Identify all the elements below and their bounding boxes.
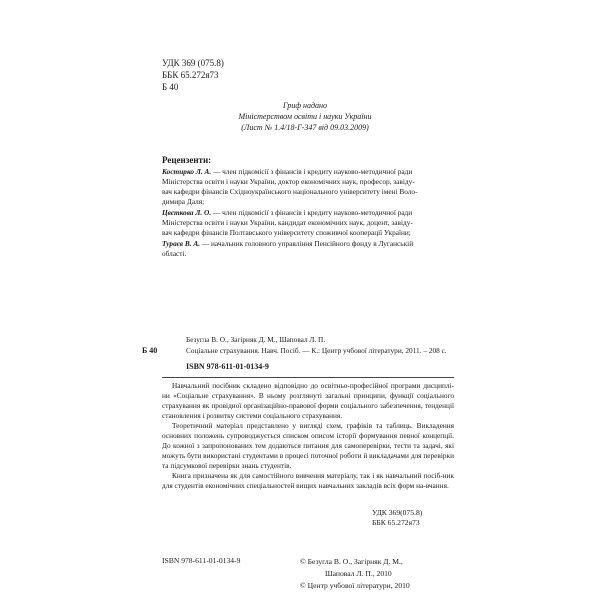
copyright-authors-cont: Шаповал Л. П., 2010 (325, 569, 392, 578)
reviewer-line: вач кафедри фінансів Полтавського університету споживчої кооперації України; (162, 228, 411, 237)
reviewer-line: — член підкомісії з фінансів і кредиту науково-методичної ради (211, 208, 413, 217)
reviewer-line: області. (162, 249, 187, 258)
reviewer-name: Цвєткова Л. О. (162, 208, 212, 217)
reviewer-line: — начальник головного управління Пенсійного фонду в Луганській (200, 239, 414, 248)
annotation-paragraph: Книга призначена як для самостійного вивчення матеріалу, так і як навчальний посіб-ник для студентів економічних спеціальностей вищих навчальних закладів всіх форм на-вчання. (162, 471, 454, 490)
grif-ministry: Міністерством освіти і науки України (238, 112, 372, 121)
reviewer-line: — член підкомісії з фінансів і кредиту науково-методичної ради (211, 167, 413, 176)
reviewer-name: Костирко Л. А. (162, 167, 212, 176)
annotation-paragraph: Навчальний посібник складено відповідно до освітньо-професійної програми дисциплі-ни «Соціальне страхування». В ньому розглянуті загальні принципи, функції соціального страхування як провідної організаційно-правової форми соціального забезпечення, тенденції становлення і розвитку системи соціального страхування. (162, 381, 454, 420)
annotation-paragraph: Теоретичний матеріал представлено у вигляді схем, графіків та таблиць. Викладення основних положень супроводжується списком описом історії формування певної концепції. До кожної з запропонованих тем додаються питання для самоперевірки, тести та задачі, які можуть бути використані студентами в процесі поточної роботи й викладачами для перевірки та підсумкової перевірки знань студентів. (162, 421, 454, 470)
catalog-authors: Безугла В. О., Загірняк Д. М., Шаповал Л. П. (186, 335, 326, 344)
copyright-publisher: © Центр учбової літератури, 2010 (300, 581, 410, 590)
footer-isbn: ISBN 978-611-01-0134-9 (162, 556, 241, 565)
grif-letter: (Лист № 1.4/18-Г-347 від 09.03.2009) (241, 123, 369, 132)
footer-udk: УДК 369(075.8) (372, 508, 423, 517)
reviewer-line: Міністерства освіти і науки України, доктор економічних наук, професор, завіду- (162, 177, 415, 186)
copyright-authors: © Безугла В. О., Загірняк Д. М., (300, 557, 403, 566)
udk-code: УДК 369 (075.8) (162, 58, 224, 68)
grif-title: Гриф надано (283, 101, 327, 110)
catalog-isbn: ISBN 978-611-01-0134-9 (186, 362, 269, 371)
reviewer-kostyrko (162, 167, 462, 207)
catalog-title: Соціальне страхування. Навч. Посіб. — К.: Центр учбової літератури, 2011. – 208 с. (186, 346, 447, 355)
divider (162, 377, 454, 378)
reviewer-name: Тураєв В. А. (162, 239, 201, 248)
author-sign: Б 40 (162, 82, 179, 92)
reviewer-turaiev (162, 239, 462, 259)
bbk-code: ББК 65.272я73 (162, 70, 219, 80)
footer-bbk: ББК 65.272я73 (372, 518, 420, 527)
reviewer-line: вач кафедри фінансів Східноукраїнського національного університету імені Воло- (162, 187, 418, 196)
reviewer-tsvietkova (162, 208, 462, 238)
reviewer-line: Міністерства освіти і науки України, кандидат економічних наук, доцент, завіду- (162, 218, 413, 227)
reviewer-line: димира Даля; (162, 197, 205, 206)
catalog-code: Б 40 (142, 346, 158, 355)
reviewers-heading: Рецензенти: (162, 155, 212, 165)
annotation (162, 381, 454, 491)
